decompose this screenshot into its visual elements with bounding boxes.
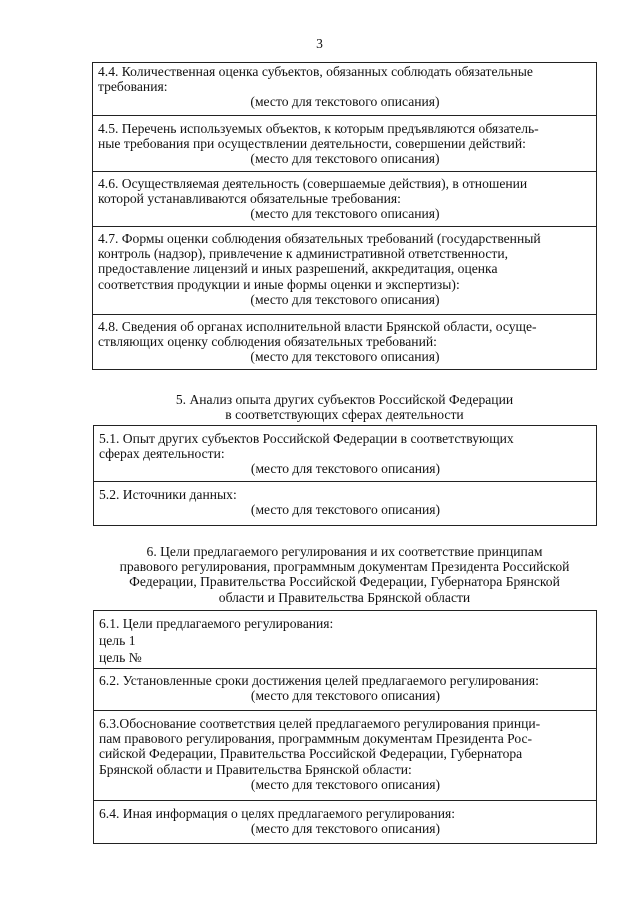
item-text: контроль (надзор), привлечение к административной ответственности,	[98, 246, 509, 262]
section5-table	[93, 425, 597, 526]
placeholder-text: (место для текстового описания)	[250, 776, 441, 792]
placeholder-text: (место для текстового описания)	[250, 502, 441, 518]
item-4-6	[93, 172, 596, 227]
item-text: 6.4. Иная информация о целях предлагаемого регулирования:	[99, 806, 456, 821]
placeholder-text: (место для текстового описания)	[250, 349, 440, 365]
placeholder-text: (место для текстового описания)	[250, 151, 440, 167]
item-4-8	[93, 315, 596, 369]
heading-line: в соответствующих сферах деятельности	[225, 407, 464, 423]
item-text: ствляющих оценку соблюдения обязательных требований:	[98, 334, 437, 350]
goal-n: цель №	[99, 650, 142, 666]
item-6-1	[94, 611, 596, 669]
item-4-4	[93, 63, 596, 116]
placeholder-text: (место для текстового описания)	[250, 461, 441, 477]
item-text: 6.2. Установленные сроки достижения целей предлагаемого регулирования:	[99, 673, 539, 688]
item-text: 6.1. Цели предлагаемого регулирования:	[99, 616, 334, 631]
placeholder-text: (место для текстового описания)	[250, 291, 440, 307]
item-6-2	[94, 669, 596, 711]
item-text: 4.8. Сведения об органах исполнительной власти Брянской области, осуще-	[98, 319, 537, 334]
item-text: 4.5. Перечень используемых объектов, к которым предъявляются обязатель-	[98, 121, 539, 136]
section5-heading	[92, 392, 597, 422]
item-text: 4.7. Формы оценки соблюдения обязательных требований (государственный	[98, 231, 541, 246]
item-text: 5.1. Опыт других субъектов Российской Федерации в соответствующих	[99, 431, 514, 446]
placeholder-text: (место для текстового описания)	[250, 821, 441, 837]
item-text: 4.6. Осуществляемая деятельность (совершаемые действия), в отношении	[98, 176, 528, 191]
section6-table	[93, 610, 597, 844]
item-5-1	[94, 426, 596, 482]
item-text: соответствия продукции и иные формы оценки и экспертизы):	[98, 276, 460, 292]
item-6-3	[94, 711, 596, 801]
item-text: Брянской области и Правительства Брянской области:	[99, 761, 412, 777]
item-text: предоставление лицензий и иных разрешений, аккредитация, оценка	[98, 261, 498, 277]
item-text: сийской Федерации, Правительства Российской Федерации, Губернатора	[99, 746, 523, 762]
item-text: сферах деятельности:	[99, 446, 225, 462]
item-text: 4.4. Количественная оценка субъектов, обязанных соблюдать обязательные	[98, 64, 533, 79]
section6-heading	[92, 544, 597, 605]
item-4-5	[93, 116, 596, 172]
heading-line: 6. Цели предлагаемого регулирования и их соответствие принципам	[146, 544, 543, 559]
item-text: которой устанавливаются обязательные требования:	[98, 191, 401, 207]
item-4-7	[93, 227, 596, 315]
item-6-4	[94, 801, 596, 843]
heading-line: 5. Анализ опыта других субъектов Российской Федерации	[175, 392, 514, 407]
heading-line: Федерации, Правительства Российской Федерации, Губернатора Брянской	[129, 574, 560, 590]
item-text: требования:	[98, 79, 168, 95]
section4-table	[92, 62, 597, 370]
placeholder-text: (место для текстового описания)	[250, 688, 441, 704]
heading-line: правового регулирования, программным документам Президента Российской	[119, 559, 570, 575]
item-text: 5.2. Источники данных:	[99, 487, 237, 502]
page-number: 3	[316, 36, 323, 51]
goal-1: цель 1	[99, 633, 136, 649]
item-text: ные требования при осуществлении деятельности, совершении действий:	[98, 136, 526, 152]
item-text: 6.3.Обоснование соответствия целей предлагаемого регулирования принци-	[99, 716, 541, 731]
item-text: пам правового регулирования, программным документам Президента Рос-	[99, 731, 533, 747]
placeholder-text: (место для текстового описания)	[250, 206, 440, 222]
heading-line: области и Правительства Брянской области	[218, 589, 471, 605]
item-5-2	[94, 482, 596, 525]
placeholder-text: (место для текстового описания)	[250, 94, 440, 110]
